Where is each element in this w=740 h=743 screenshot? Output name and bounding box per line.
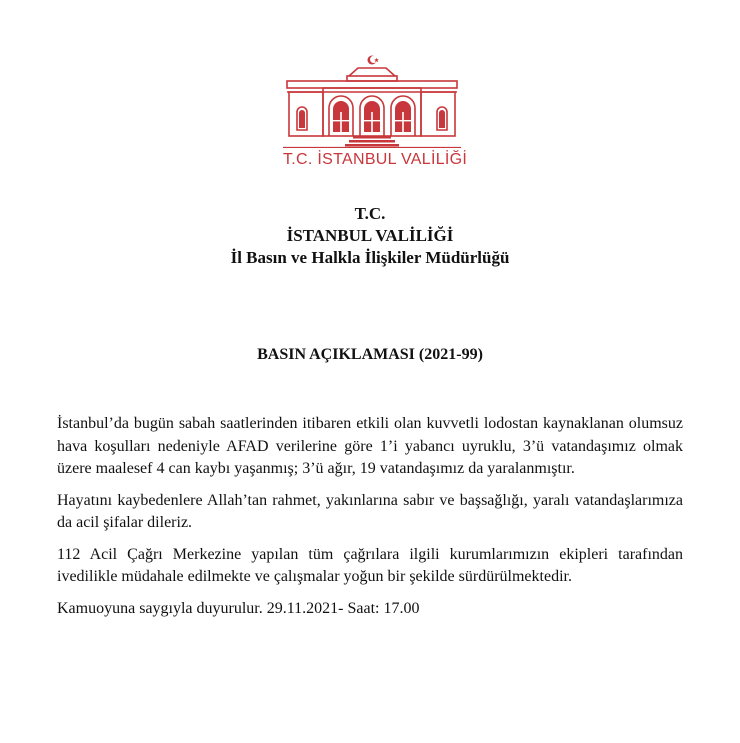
paragraph-closing: Kamuoyuna saygıyla duyurulur. 29.11.2021- Saat: 17.00 (57, 599, 420, 617)
press-release-title: BASIN AÇIKLAMASI (2021-99) (257, 346, 483, 363)
document-header (0, 203, 740, 269)
logo-caption: T.C. İSTANBUL VALİLİĞİ (283, 151, 468, 168)
header-line-directorate: İl Basın ve Halkla İlişkiler Müdürlüğü (230, 248, 510, 267)
header-line-tc: T.C. (354, 204, 386, 223)
paragraph-emergency-response: 112 Acil Çağrı Merkezine yapılan tüm çağrılara ilgili kurumlarımızın ekipleri tarafından ivedilikle müdahale edilmekte ve çalışmalar yoğun bir şekilde sürdürülmektedir. (57, 545, 683, 585)
press-release-body (57, 413, 683, 629)
paragraph-condolences: Hayatını kaybedenlere Allah’tan rahmet, yakınlarına sabır ve başsağlığı, yaralı vatandaşlarımıza da acil şifalar dileriz. (57, 491, 683, 531)
header-line-governorate: İSTANBUL VALİLİĞİ (286, 226, 454, 245)
istanbul-valiligi-logo (283, 52, 468, 182)
governorate-building-icon (283, 52, 461, 148)
paragraph-casualties: İstanbul’da bugün sabah saatlerinden itibaren etkili olan kuvvetli lodostan kaynaklanan olumsuz hava koşulları nedeniyle AFAD verilerine göre 1’i yabancı uyruklu, 3’ü vatandaşımız olmak üzere maalesef 4 can kaybı yaşanmış; 3’ü ağır, 19 vatandaşımız da yaralanmıştır. (57, 415, 683, 477)
